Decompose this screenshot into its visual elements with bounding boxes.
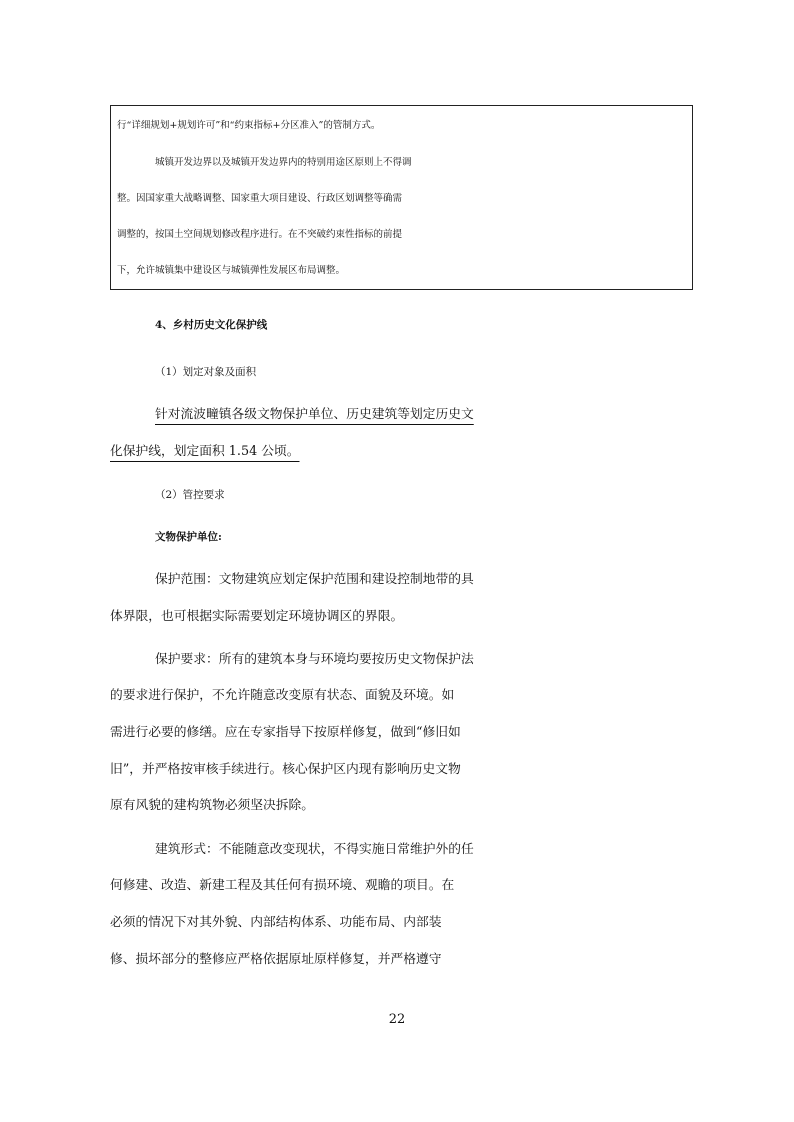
paragraph-line: 修、损坏部分的整修应严格依据原址原样修复，并严格遵守 xyxy=(110,952,442,967)
boxed-text-block xyxy=(110,105,693,290)
paragraph-line: 保护范围：文物建筑应划定保护范围和建设控制地带的具 xyxy=(155,572,474,587)
boxed-line: 下，允许城镇集中建设区与城镇弹性发展区布局调整。 xyxy=(117,265,346,276)
bold-label-heritage-units: 文物保护单位: xyxy=(155,531,222,543)
paragraph-line: 的要求进行保护，不允许随意改变原有状态、面貌及环境。如 xyxy=(110,688,455,703)
boxed-line: 整。因国家重大战略调整、国家重大项目建设、行政区划调整等确需 xyxy=(117,193,403,204)
paragraph-line: 何修建、改造、新建工程及其任何有损环境、观瞻的项目。在 xyxy=(110,878,455,893)
paragraph-line: 建筑形式：不能随意改变现状，不得实施日常维护外的任 xyxy=(155,842,474,857)
underlined-paragraph-line: 化保护线，划定面积 1.54 公顷。 xyxy=(110,444,300,459)
paragraph-line: 需进行必要的修缮。应在专家指导下按原样修复，做到“修旧如 xyxy=(110,725,461,740)
boxed-line: 行“详细规划+规划许可”和“约束指标+分区准入”的管制方式。 xyxy=(117,120,381,131)
paragraph-line: 旧”，并严格按审核手续进行。核心保护区内现有影响历史文物 xyxy=(110,762,461,777)
page-number: 22 xyxy=(388,1012,406,1027)
subheading-control-requirements: （2）管控要求 xyxy=(155,489,225,501)
paragraph-line: 保护要求：所有的建筑本身与环境均要按历史文物保护法 xyxy=(155,652,474,667)
paragraph-line: 必须的情况下对其外貌、内部结构体系、功能布局、内部装 xyxy=(110,915,442,930)
paragraph-line: 体界限，也可根据实际需要划定环境协调区的界限。 xyxy=(110,609,404,624)
boxed-line: 城镇开发边界以及城镇开发边界内的特别用途区原则上不得调 xyxy=(155,157,412,168)
subheading-scope-area: （1）划定对象及面积 xyxy=(155,366,257,378)
underlined-paragraph-line: 针对流波疃镇各级文物保护单位、历史建筑等划定历史文 xyxy=(155,407,474,422)
paragraph-line: 原有风貌的建构筑物必须坚决拆除。 xyxy=(110,798,314,813)
section-heading: 4、乡村历史文化保护线 xyxy=(155,319,268,331)
boxed-line: 调整的，按国土空间规划修改程序进行。在不突破约束性指标的前提 xyxy=(117,229,403,240)
